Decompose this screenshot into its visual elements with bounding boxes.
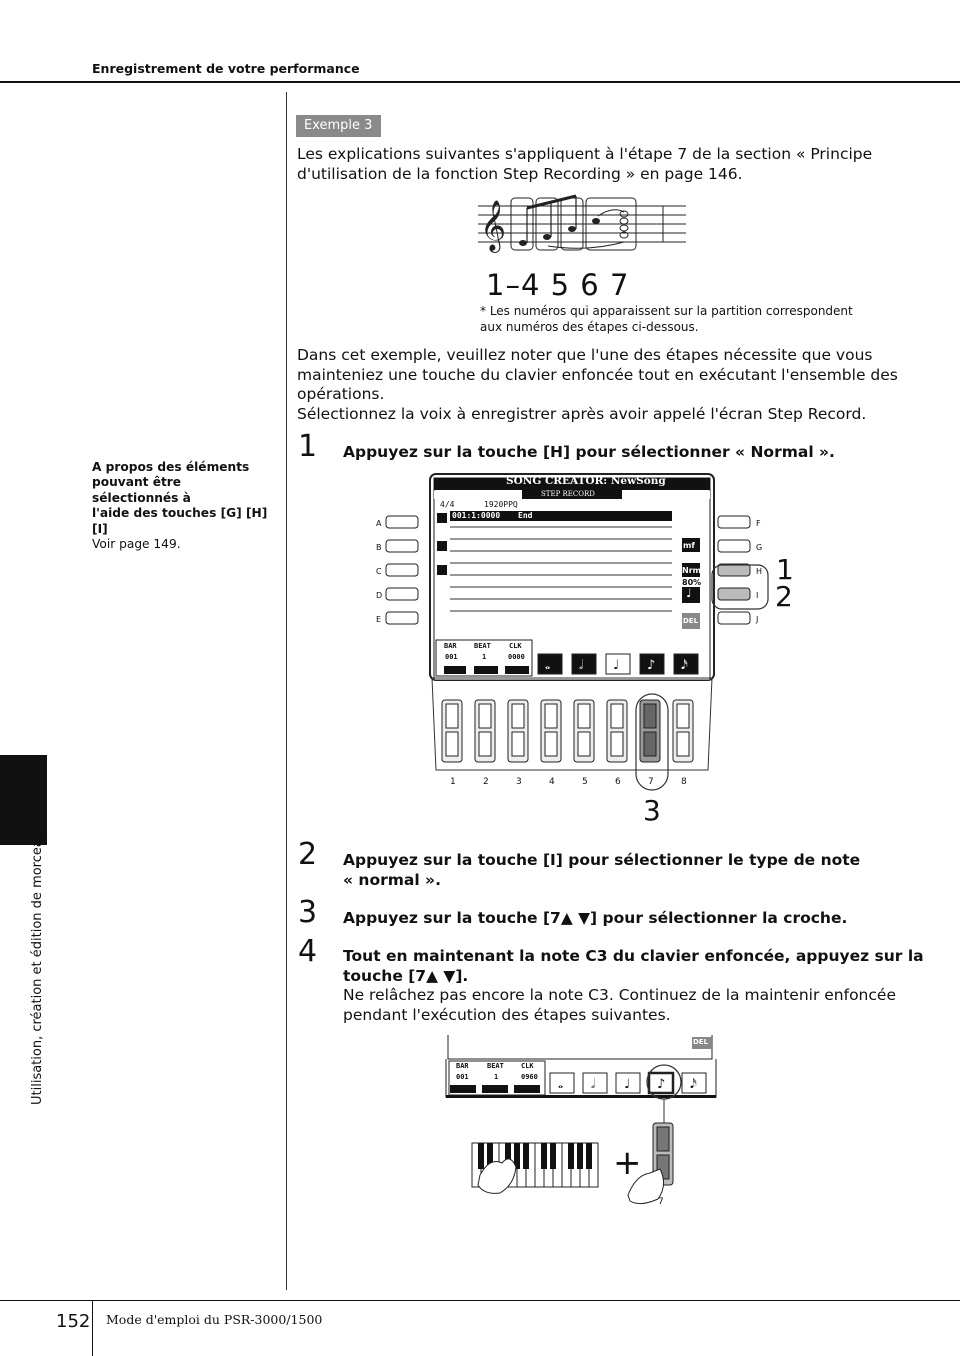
button-label-a: A <box>376 519 382 528</box>
counter2-label-beat: BEAT <box>487 1062 504 1070</box>
footer-divider <box>92 1300 93 1356</box>
note-glyph: 𝅗𝅥 <box>579 658 584 673</box>
slider-up-button <box>545 704 557 728</box>
button-label-e: E <box>376 615 382 624</box>
counter2-value-clk: 0960 <box>521 1073 538 1081</box>
right-panel-button <box>718 540 750 552</box>
step-text <box>343 850 860 890</box>
note-glyph: ♪ <box>647 658 656 673</box>
slider-number: 7 <box>648 777 654 787</box>
intro-text <box>297 145 872 184</box>
event-position: 001:1:0000 <box>452 511 501 520</box>
black-key <box>550 1143 556 1169</box>
counter-value-clk: 0000 <box>508 653 525 661</box>
slider-number: 4 <box>549 777 555 787</box>
step-number: 3 <box>298 895 318 930</box>
right-panel-button <box>718 612 750 624</box>
right-panel-button <box>718 516 750 528</box>
left-panel-button <box>386 588 418 600</box>
slider-up-button <box>578 704 590 728</box>
counter2-label-bar: BAR <box>456 1062 469 1070</box>
right-panel-button <box>718 588 750 600</box>
para-line: opérations. <box>297 385 385 403</box>
left-panel-button <box>386 564 418 576</box>
step-text: Appuyez sur la touche [7▲ ▼] pour sélectionner la croche. <box>343 909 848 927</box>
button-label-h: H <box>756 567 763 576</box>
note-glyph: ♪ <box>657 1077 666 1092</box>
event-name: End <box>518 511 533 520</box>
slider-up-button <box>512 704 524 728</box>
score-footnote-line: * Les numéros qui apparaissent sur la partition correspondent <box>480 304 853 318</box>
gate-normal-button[interactable]: Nrm <box>682 566 701 575</box>
counter-label-clk: CLK <box>509 642 522 650</box>
slider-up-button <box>677 704 689 728</box>
plus-sign: + <box>613 1143 642 1183</box>
slider-number: 1 <box>450 777 456 787</box>
velocity-button[interactable]: mf <box>683 541 695 550</box>
black-key <box>568 1143 574 1169</box>
chapter-vertical-title: Utilisation, création et édition de morceaux <box>30 823 45 1105</box>
black-key <box>586 1143 592 1169</box>
button-label-g: G <box>756 543 763 552</box>
slider-down-button <box>611 732 623 756</box>
step-text: Appuyez sur la touche [H] pour sélectionner « Normal ». <box>343 443 835 461</box>
button-label-d: D <box>376 591 383 600</box>
slider-number: 2 <box>483 777 489 787</box>
right-panel-button <box>718 564 750 576</box>
slider-number: 8 <box>681 777 687 787</box>
footer-rule <box>0 1300 960 1301</box>
music-score <box>478 194 688 254</box>
step-detail: pendant l'exécution des étapes suivantes. <box>343 1005 671 1024</box>
note-glyph: 𝅗𝅥 <box>591 1077 596 1092</box>
example-paragraph <box>297 346 898 424</box>
slider-up-button <box>611 704 623 728</box>
note-glyph: 𝅝 <box>558 1077 564 1092</box>
para-line: Sélectionnez la voix à enregistrer après avoir appelé l'écran Step Record. <box>297 404 867 423</box>
slider-number-7: 7 <box>658 1197 664 1207</box>
button-label-j: J <box>756 615 759 624</box>
step-line: Tout en maintenant la note C3 du clavier enfoncée, appuyez sur la <box>343 947 924 965</box>
para-line: Dans cet exemple, veuillez noter que l'une des étapes nécessite que vous <box>297 346 873 364</box>
panel-drawing <box>372 470 772 810</box>
intro-line: Les explications suivantes s'appliquent à l'étape 7 de la section « Principe <box>297 145 873 163</box>
left-panel-button <box>386 612 418 624</box>
slider-down-button <box>512 732 524 756</box>
black-key <box>541 1143 547 1169</box>
button-label-i: I <box>756 591 759 600</box>
svg-text:𝄞: 𝄞 <box>480 200 507 251</box>
black-key <box>577 1143 583 1169</box>
slider-down-button <box>677 732 689 756</box>
note-glyph: 𝅘𝅥𝅯 <box>690 1077 697 1092</box>
note-length-button <box>572 654 596 674</box>
counter2-value-bar: 001 <box>456 1073 469 1081</box>
delete-button-2[interactable]: DEL <box>693 1038 709 1046</box>
screen-title: SONG CREATOR: NewSong <box>506 475 666 487</box>
black-key <box>478 1143 484 1169</box>
sidebar-note <box>92 460 270 552</box>
button-label-b: B <box>376 543 382 552</box>
time-signature: 4/4 <box>440 500 455 509</box>
screen-subtitle: STEP RECORD <box>541 490 595 498</box>
sidebar-note-line: A propos des éléments <box>92 460 250 474</box>
button-label-f: F <box>756 519 761 528</box>
header-rule <box>0 81 960 83</box>
counter2-value-beat: 1 <box>494 1073 499 1081</box>
score-step-numbers: 1–4 5 6 7 <box>486 268 630 302</box>
sidebar-note-ref: Voir page 149. <box>92 537 181 552</box>
slider-down-button <box>479 732 491 756</box>
left-panel-button <box>386 516 418 528</box>
panel-screen-partial <box>440 1035 730 1215</box>
page-number: 152 <box>56 1311 91 1332</box>
delete-button[interactable]: DEL <box>683 617 699 625</box>
running-header: Enregistrement de votre performance <box>92 61 360 76</box>
slider-up-button <box>446 704 458 728</box>
tempo-ppq: 1920PPQ <box>484 500 518 509</box>
sidebar-note-line: pouvant être sélectionnés à <box>92 475 191 505</box>
button-label-c: C <box>376 567 382 576</box>
intro-line: d'utilisation de la fonction Step Recording » en page 146. <box>297 164 743 183</box>
callout-2: 2 <box>775 580 793 613</box>
step-detail: Ne relâchez pas encore la note C3. Continuez de la maintenir enfoncée <box>343 986 896 1004</box>
slider-down-button <box>446 732 458 756</box>
slider-down-button <box>578 732 590 756</box>
counter-value-beat: 1 <box>482 653 487 661</box>
slider-up-button <box>644 704 656 728</box>
gate-percent: 80% <box>682 578 702 587</box>
note-glyph: ♩ <box>613 658 620 673</box>
step-number: 2 <box>298 837 318 872</box>
slider-down-button <box>644 732 656 756</box>
left-panel-button <box>386 540 418 552</box>
step-text <box>343 946 924 1025</box>
note-glyph: 𝅝 <box>545 658 551 673</box>
slider-number: 5 <box>582 777 588 787</box>
note-type-button[interactable]: ♩ <box>686 586 692 600</box>
slider-number: 6 <box>615 777 621 787</box>
example-badge: Exemple 3 <box>296 115 381 137</box>
slider-down-button <box>545 732 557 756</box>
score-footnote <box>480 303 853 335</box>
panel-screen-step-record <box>372 470 772 810</box>
para-line: mainteniez une touche du clavier enfoncée tout en exécutant l'ensemble des <box>297 365 898 384</box>
note-glyph: 𝅘𝅥𝅯 <box>681 658 688 673</box>
column-divider <box>286 92 287 1290</box>
callout-3: 3 <box>643 794 661 827</box>
step-number: 1 <box>298 429 318 464</box>
black-key <box>523 1143 529 1169</box>
slider-up-button <box>479 704 491 728</box>
step-line: « normal ». <box>343 871 441 889</box>
step-number: 4 <box>298 934 318 969</box>
note-glyph: ♩ <box>624 1077 631 1092</box>
counter2-label-clk: CLK <box>521 1062 534 1070</box>
counter-label-bar: BAR <box>444 642 457 650</box>
sidebar-note-line: l'aide des touches [G] [H] [I] <box>92 506 268 536</box>
counter-value-bar: 001 <box>445 653 458 661</box>
callout-1: 1 <box>776 553 794 586</box>
slider-number: 3 <box>516 777 522 787</box>
counter-label-beat: BEAT <box>474 642 491 650</box>
footer-title: Mode d'emploi du PSR-3000/1500 <box>106 1312 323 1327</box>
score-footnote-line: aux numéros des étapes ci-dessous. <box>480 320 699 334</box>
step-line: Appuyez sur la touche [I] pour sélectionner le type de note <box>343 851 861 869</box>
step-line: touche [7▲ ▼]. <box>343 967 469 985</box>
